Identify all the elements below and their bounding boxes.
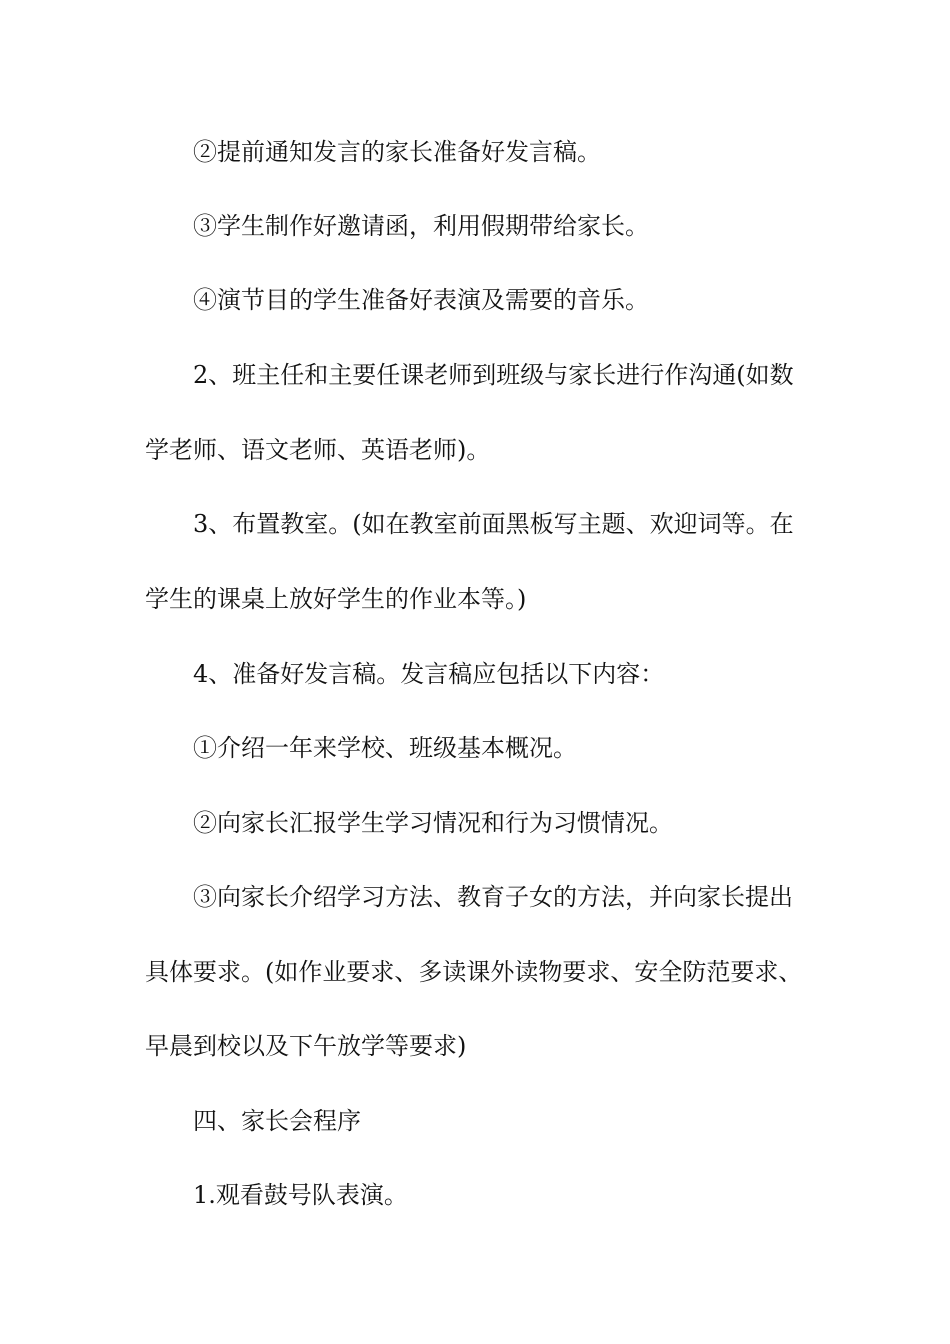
paragraph-line: ②提前通知发言的家长准备好发言稿。 — [193, 138, 601, 166]
paragraph-line: ③向家长介绍学习方法、教育子女的方法，并向家长提出 — [193, 883, 793, 911]
paragraph-line: ①介绍一年来学校、班级基本概况。 — [193, 734, 577, 762]
paragraph-line: 学老师、语文老师、英语老师)。 — [145, 436, 491, 464]
paragraph-line: 3、布置教室。(如在教室前面黑板写主题、欢迎词等。在 — [193, 510, 794, 538]
paragraph-line: 1.观看鼓号队表演。 — [193, 1181, 408, 1209]
paragraph-line: 学生的课桌上放好学生的作业本等。) — [145, 585, 527, 613]
section-heading: 四、家长会程序 — [193, 1107, 361, 1135]
paragraph-line: ②向家长汇报学生学习情况和行为习惯情况。 — [193, 809, 673, 837]
paragraph-line: ④演节目的学生准备好表演及需要的音乐。 — [193, 286, 649, 314]
paragraph-line: 早晨到校以及下午放学等要求) — [145, 1032, 467, 1060]
paragraph-line: ③学生制作好邀请函，利用假期带给家长。 — [193, 212, 649, 240]
paragraph-line: 具体要求。(如作业要求、多读课外读物要求、安全防范要求、 — [145, 958, 803, 986]
paragraph-line: 4、准备好发言稿。发言稿应包括以下内容： — [193, 660, 665, 688]
paragraph-line: 2、班主任和主要任课老师到班级与家长进行作沟通(如数 — [193, 361, 794, 389]
